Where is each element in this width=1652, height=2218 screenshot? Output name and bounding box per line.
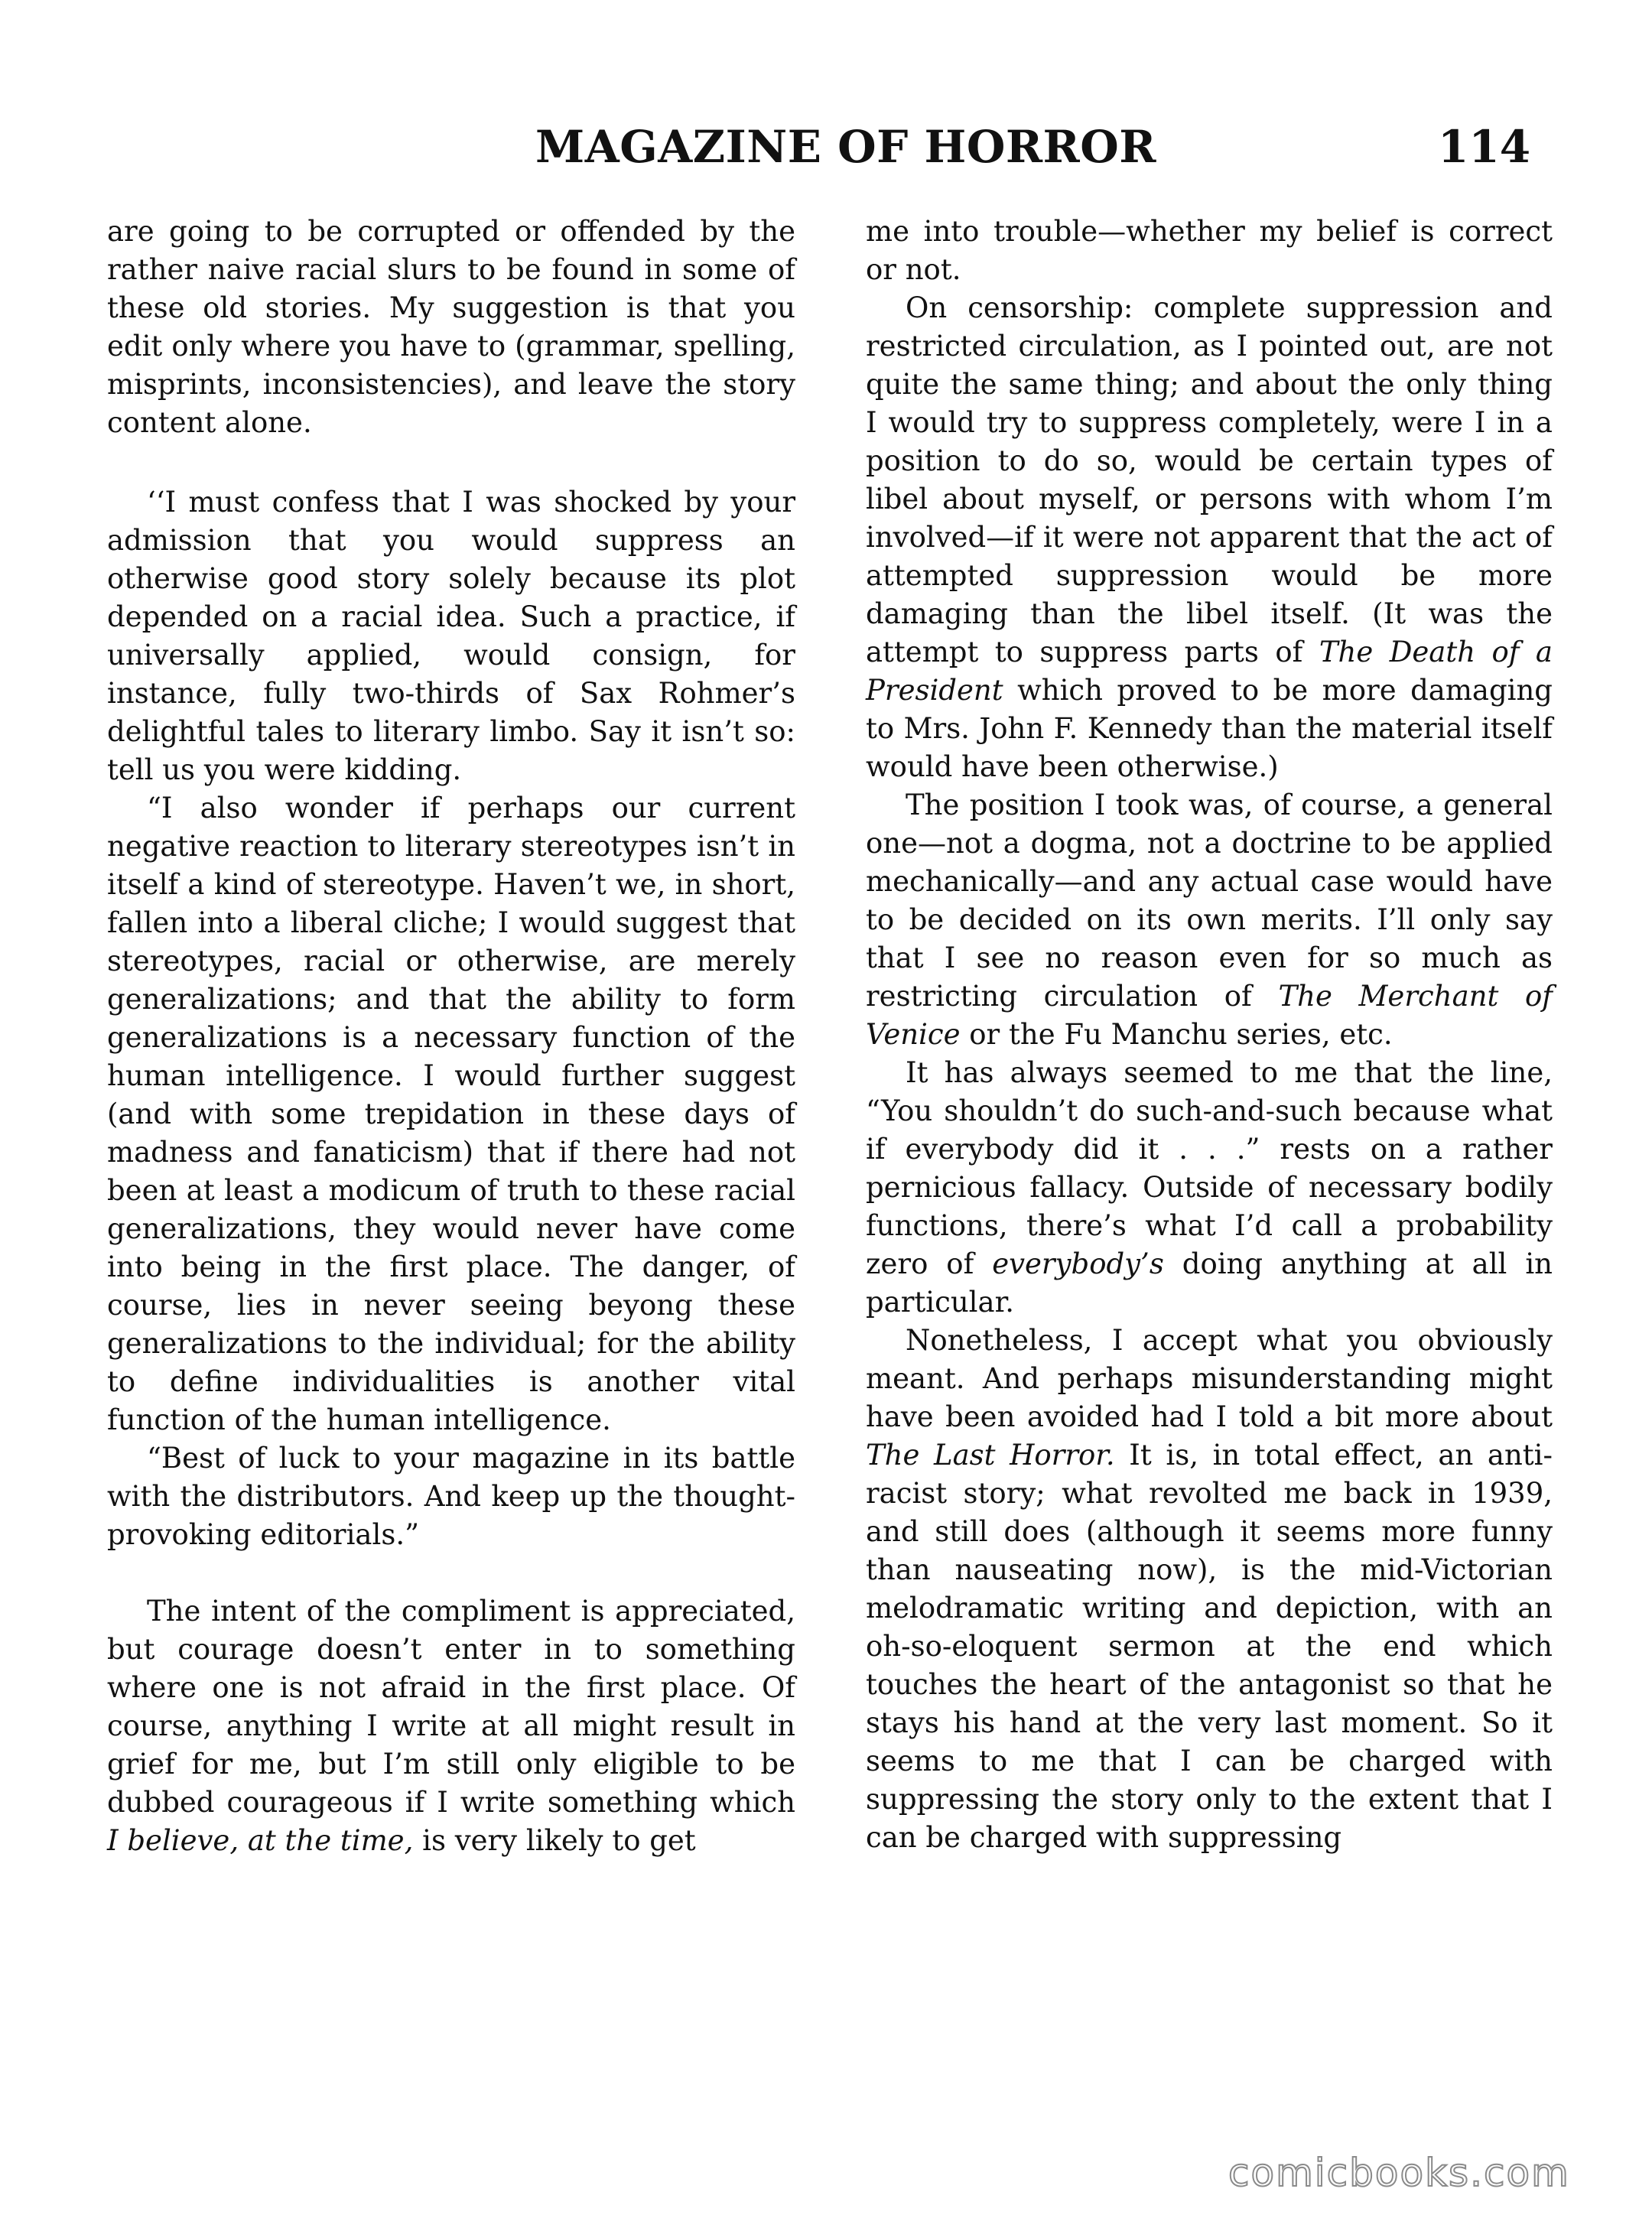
left-paragraph-3: “I also wonder if perhaps our current negative reaction to literary stereotypes isn’t in itself a kind of stereotype. Haven’t we, in short, fallen into a liberal cliche; I would suggest that stereotypes, racial or otherwise, are merely generalizations; and that the ability to form generalizations is a necessary function of the human intelligence. I would further suggest (and with some trepidation in these days of madness and fanaticism) that if there had not been at least a modicum of truth to these racial generalizations, they would never have come into being in the first place. The danger, of course, lies in never seeing beyong these generalizations to the individual; for the ability to define individualities is another vital function of the human intelligence. xyxy=(107,792,795,1436)
left-paragraph-5 xyxy=(107,1592,795,1860)
right-paragraph-5-italic: The Last Horror. xyxy=(866,1439,1115,1472)
left-column xyxy=(107,213,795,1860)
left-paragraph-5-end: is very likely to get xyxy=(422,1824,696,1857)
page-number: 114 xyxy=(1438,121,1531,173)
right-paragraph-5 xyxy=(866,1322,1553,1857)
right-paragraph-4-text: It has always seemed to me that the line, “You shouldn’t do such-and-such because what if everybody did it . . .” rests on a rather pernicious fallacy. Outside of necessary bodily functions, there’s what I’d call a probability zero of xyxy=(866,1056,1553,1280)
right-paragraph-2-italic: The Death of a President xyxy=(866,636,1553,707)
right-paragraph-5-end: It is, in total effect, an anti-racist story; what revolted me back in 1939, and still does (although it seems more funny than nauseating now), is the mid-Victorian melodramatic writing and depiction, with an oh-so-eloquent sermon at the end which touches the heart of the antagonist so that he stays his hand at the very last moment. So it seems to me that I can be charged with suppressing the story only to the extent that I can be charged with suppressing xyxy=(866,1439,1553,1854)
left-paragraph-5-text: The intent of the compliment is appreciated, but courage doesn’t enter in to something where one is not afraid in the first place. Of course, anything I write at all might result in grief for me, but I’m still only eligible to be dubbed courageous if I write something which xyxy=(107,1595,795,1819)
right-column xyxy=(866,213,1553,1857)
right-paragraph-4 xyxy=(866,1054,1553,1322)
right-paragraph-3-end: or the Fu Manchu series, etc. xyxy=(969,1018,1393,1051)
right-paragraph-4-end: doing anything at all in particular. xyxy=(866,1247,1553,1319)
site-watermark: comicbooks.com xyxy=(1228,2151,1570,2195)
left-paragraph-4: “Best of luck to your magazine in its battle with the distributors. And keep up the thought-provoking editorials.” xyxy=(107,1442,795,1551)
left-paragraph-5-italic: I believe, at the time, xyxy=(107,1824,414,1857)
right-paragraph-3 xyxy=(866,786,1553,1054)
right-paragraph-2-end: which proved to be more damaging to Mrs. John F. Kennedy than the material itself would have been otherwise.) xyxy=(866,674,1553,783)
right-paragraph-4-italic: everybody’s xyxy=(992,1247,1164,1280)
right-paragraph-3-text: The position I took was, of course, a general one—not a dogma, not a doctrine to be applied mechanically—and any actual case would have to be decided on its own merits. I’ll only say that I see no reason even for so much as restricting circulation of xyxy=(866,789,1553,1013)
right-paragraph-2 xyxy=(866,289,1553,786)
magazine-title: MAGAZINE OF HORROR xyxy=(535,121,1156,173)
right-paragraph-1: me into trouble—whether my belief is correct or not. xyxy=(866,215,1553,286)
left-paragraph-2: ‘‘I must confess that I was shocked by your admission that you would suppress an otherwise good story solely because its plot depended on a racial idea. Such a practice, if universally applied, would consign, for instance, fully two-thirds of Sax Rohmer’s delightful tales to literary limbo. Say it isn’t so: tell us you were kidding. xyxy=(107,486,795,786)
right-paragraph-3-italic: The Merchant of Venice xyxy=(866,980,1553,1051)
running-head xyxy=(0,121,1652,182)
left-paragraph-1: are going to be corrupted or offended by the rather naive racial slurs to be found in some of these old stories. My suggestion is that you edit only where you have to (grammar, spelling, misprints, inconsistencies), and leave the story content alone. xyxy=(107,215,795,439)
right-paragraph-5-text: Nonetheless, I accept what you obviously meant. And perhaps misunderstanding might have been avoided had I told a bit more about xyxy=(866,1324,1553,1433)
right-paragraph-2-text: On censorship: complete suppression and restricted circulation, as I pointed out, are not quite the same thing; and about the only thing I would try to suppress completely, were I in a position to do so, would be certain types of libel about myself, or persons with whom I’m involved—if it were not apparent that the act of attempted suppression would be more damaging than the libel itself. (It was the attempt to suppress parts of xyxy=(866,291,1553,668)
